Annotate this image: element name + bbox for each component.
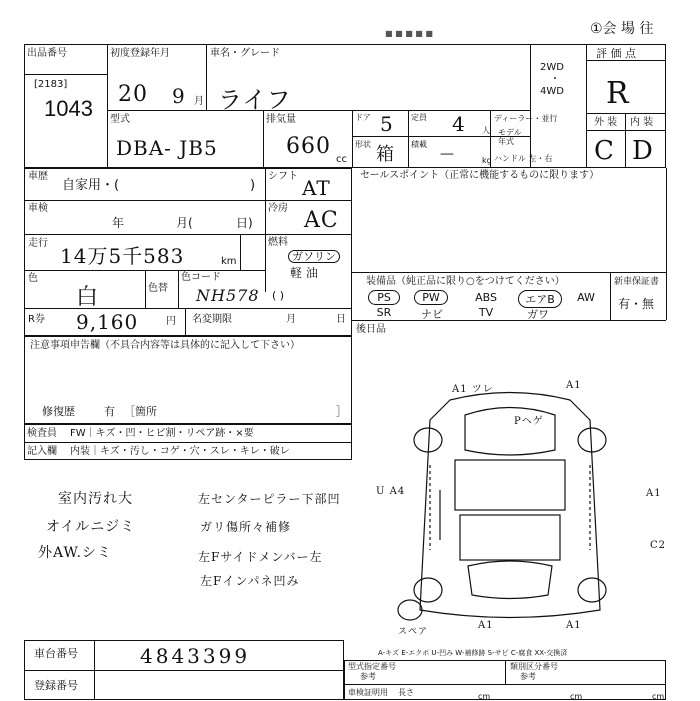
remark-left-3: 外AW.シミ — [38, 545, 112, 561]
shift-label: シフト — [268, 171, 298, 182]
inspector-label: 検査員 — [27, 428, 57, 439]
cert-unit-3: cm — [652, 692, 665, 701]
equip-tv: TV — [478, 306, 494, 319]
warranty-value: 有・無 — [618, 297, 655, 311]
chassis-value: 4843399 — [140, 644, 251, 668]
aircon-value: AC — [304, 208, 339, 233]
drive-2wd: 2WD — [540, 62, 564, 73]
equipment-label: 装備品（純正品に限り○をつけてください） — [366, 276, 565, 287]
diagram-mark-spare: スペア — [398, 627, 429, 637]
type-spec-label: 型式指定番号 — [348, 662, 396, 671]
displacement-unit: cc — [336, 154, 347, 165]
load-label: 積載 — [411, 140, 427, 149]
load-unit: kg — [482, 156, 492, 165]
equip-navi: ナビ — [421, 308, 443, 321]
lot-subcode: [2183] — [34, 79, 68, 90]
diagram-mark-hood: Pヘゲ — [514, 416, 544, 427]
remark-right-4: 左Fインパネ凹み — [200, 574, 300, 588]
mileage-value: 14万5千583 — [60, 244, 185, 268]
chassis-label: 車台番号 — [34, 647, 78, 660]
capacity-label: 定員 — [411, 113, 427, 122]
recycle-unit: 円 — [166, 316, 176, 327]
first-reg-month: 9 — [172, 84, 186, 108]
diagram-mark-right-side: A1 — [646, 488, 662, 499]
fuel-other: ( ) — [272, 289, 285, 302]
fuel-gasoline: ガソリン — [288, 250, 340, 263]
diagram-mark-front-right: A1 — [566, 380, 582, 391]
sales-point-label: セールスポイント（正常に機能するものに限ります） — [360, 170, 600, 181]
inspection-month: 月( — [176, 216, 193, 230]
mileage-unit: km — [221, 256, 237, 267]
capacity-unit: 人 — [482, 126, 490, 135]
diagram-mark-right-rear: C2 — [650, 540, 667, 551]
first-reg-label: 初度登録年月 — [110, 48, 170, 59]
load-value: — — [440, 146, 455, 162]
usage-label: 車歴 — [28, 171, 48, 182]
cert-unit-2: cm — [570, 692, 583, 701]
equip-abs: ABS — [475, 291, 497, 304]
shape-value: 箱 — [376, 144, 395, 165]
car-name-label: 車名・グレード — [210, 48, 280, 59]
inspection-year: 年 — [112, 216, 125, 230]
model-label: 型式 — [110, 114, 130, 125]
name-change-day: 日 — [336, 314, 346, 325]
remark-right-2: ガリ傷所々補修 — [200, 520, 292, 534]
fuel-diesel: 軽 油 — [290, 266, 318, 280]
repair-loc: ［箇所 — [124, 405, 157, 418]
repair-close: ］ — [336, 405, 347, 418]
first-reg-month-unit: 月 — [194, 96, 204, 107]
registration-label: 登録番号 — [34, 679, 78, 692]
lot-number: 1043 — [44, 96, 93, 121]
equip-gawa: ガワ — [527, 308, 549, 321]
equip-airbag: エアB — [518, 290, 562, 308]
displacement-value: 660 — [286, 134, 331, 159]
class-spec-label: 類別区分番号 — [510, 662, 558, 671]
shape-label: 形状 — [355, 140, 371, 149]
class-spec-sub: 参考 — [520, 672, 536, 681]
inspection-day: 日) — [236, 216, 253, 230]
ext-value: C — [594, 136, 615, 166]
repair-value: 有 — [104, 405, 115, 418]
top-marks: ■ ■ ■ ■ ■ — [385, 29, 433, 38]
remark-right-3: 左Fサイドメンバー左 — [198, 550, 323, 564]
type-spec-sub: 参考 — [360, 672, 376, 681]
equip-pw: PW — [414, 290, 448, 305]
color-code-value: NH578 — [196, 286, 260, 305]
inspector-row1: FW｜キズ・凹・ヒビ割・リペア跡・×要 — [70, 428, 254, 439]
diagram-mark-left-side: U A4 — [376, 486, 406, 497]
doors-value: 5 — [380, 112, 394, 136]
doors-label: ドア — [355, 113, 371, 122]
capacity-value: 4 — [452, 112, 466, 136]
displacement-label: 排気量 — [266, 114, 296, 125]
cert-label: 車検証明用 — [348, 688, 388, 697]
int-label: 内 装 — [630, 117, 654, 128]
venue-label: ①会 場 往 — [590, 21, 654, 37]
name-change-month: 月 — [286, 314, 296, 325]
color-label: 色 — [28, 273, 38, 284]
color-value: 白 — [76, 285, 100, 310]
aircon-label: 冷房 — [268, 203, 288, 214]
remark-left-2: オイルニジミ — [46, 519, 136, 535]
inspector-row2: 内装｜キズ・汚し・コゲ・穴・スレ・キレ・破レ — [70, 446, 290, 457]
dealer-model-year: モデル 年式 — [498, 128, 522, 146]
inspection-label: 車検 — [28, 203, 48, 214]
cert-unit-1: cm — [478, 692, 491, 701]
diagram-mark-rear-left: A1 — [478, 620, 494, 631]
drive-4wd: 4WD — [540, 86, 564, 97]
recycle-value: 9,160 — [76, 310, 139, 334]
first-reg-year: 20 — [118, 82, 148, 107]
lot-label: 出品番号 — [27, 48, 67, 59]
ext-label: 外 装 — [594, 117, 618, 128]
diagram-mark-rear-right: A1 — [566, 620, 582, 631]
car-name-value: ライフ — [218, 86, 292, 114]
remark-left-1: 室内汚れ大 — [58, 491, 133, 507]
dealer-label: ディーラー・並行 — [494, 114, 558, 123]
dealer-handle: ハンドル 左・右 — [494, 154, 553, 163]
grade-value: R — [606, 76, 630, 111]
inspector-entry-label: 記入欄 — [27, 446, 57, 457]
recycle-label: R券 — [28, 314, 45, 325]
equip-aw: AW — [577, 291, 595, 304]
notes-label: 注意事項申告欄（不具合内容等は具体的に記入して下さい） — [30, 340, 300, 351]
fuel-label: 燃料 — [268, 237, 288, 248]
seat-label: 後日品 — [356, 324, 386, 335]
warranty-label: 新車保証書 — [614, 277, 660, 287]
shift-value: AT — [302, 176, 331, 200]
name-change-label: 名変期限 — [192, 314, 232, 325]
int-value: D — [632, 136, 654, 166]
model-value: DBA- JB5 — [116, 136, 218, 160]
drive-dot: ・ — [550, 74, 560, 85]
cert-length-label: 長さ — [398, 688, 414, 697]
grade-label: 評 価 点 — [596, 47, 636, 60]
remark-right-1: 左センターピラー下部凹 — [198, 492, 341, 506]
mileage-label: 走行 — [28, 238, 48, 249]
usage-value: 自家用・( — [62, 178, 120, 193]
equip-ps: PS — [368, 290, 400, 305]
usage-close: ) — [250, 178, 256, 193]
tone-label: 色替 — [148, 283, 168, 294]
equip-sr: SR — [376, 306, 392, 319]
repair-label: 修復歴 — [42, 405, 75, 418]
color-code-label: 色コード — [181, 272, 221, 283]
car-damage-diagram — [360, 370, 660, 640]
diagram-mark-front-left: A1 ツレ — [452, 384, 494, 395]
damage-legend: A-キズ E-エクボ U-凹み W-補修跡 S-サビ C-腐食 XX-交換済 — [378, 649, 568, 657]
